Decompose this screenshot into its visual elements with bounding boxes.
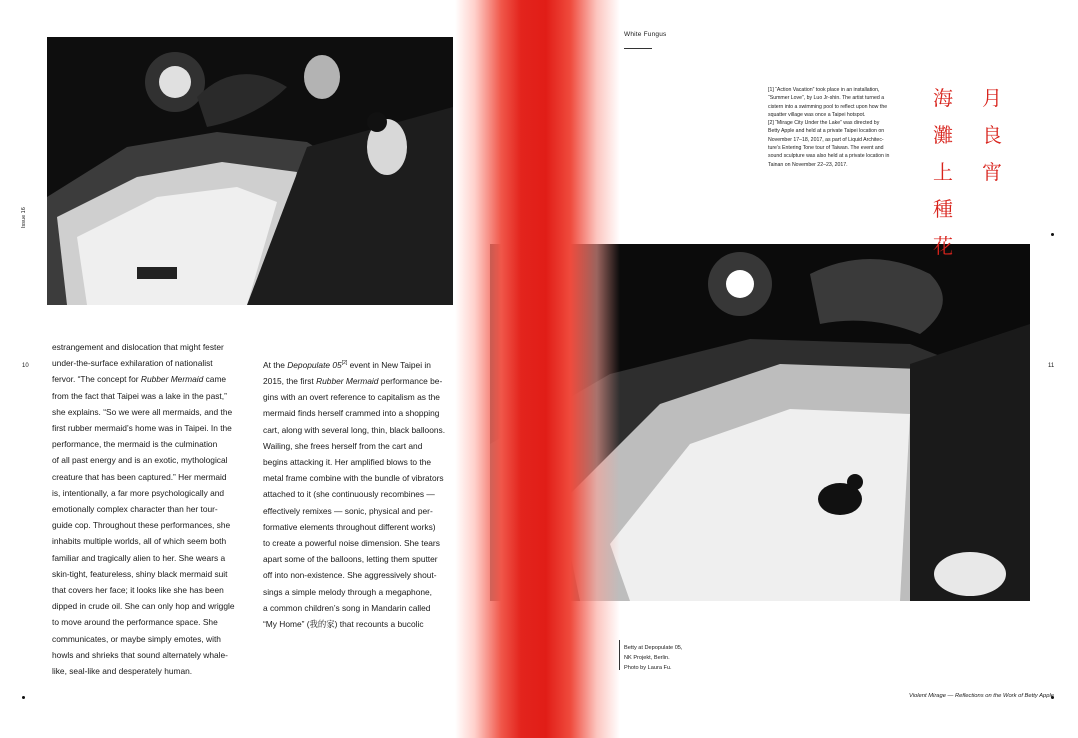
- text-line: performance, the mermaid is the culmination: [52, 439, 218, 450]
- footnotes: [768, 86, 914, 169]
- text-line: [52, 371, 244, 387]
- text-line: first rubber mermaid’s home was in Taipei. In the: [52, 423, 232, 434]
- footer-article-title: Violent Mirage — Reflections on the Work of Betty Apple: [909, 693, 1054, 699]
- cjk-character: 良: [982, 123, 1002, 147]
- text-line: a common children’s song in Mandarin called: [263, 602, 431, 613]
- italic-title: Depopulate 05: [287, 359, 342, 370]
- italic-title: Rubber Mermaid: [316, 376, 379, 386]
- text-line: communicates, or maybe simply emotes, with: [52, 633, 221, 644]
- text-line: emotionally complex character than her tour-: [52, 504, 218, 515]
- top-performance-photo: [47, 37, 453, 305]
- cjk-character: 上: [933, 160, 953, 184]
- text-line: cart, along with several long, thin, black balloons.: [263, 424, 446, 435]
- issue-label: Issue 16: [21, 207, 27, 228]
- text-line: attached to it (she continuously recombines —: [263, 489, 435, 500]
- text-line: of all past energy and is an exotic, mythological: [52, 455, 228, 466]
- red-gutter-gradient: [455, 0, 620, 738]
- caption-line: NK Projekt, Berlin.: [624, 655, 670, 661]
- text-line: effectively remixes — sonic, physical and per-: [263, 505, 433, 516]
- bullet-dot: [1051, 233, 1054, 236]
- text-line: mermaid finds herself crammed into a shopping: [263, 408, 440, 419]
- cjk-character: 種: [933, 197, 953, 221]
- text-line: is, intentionally, a far more psychologically and: [52, 487, 225, 498]
- text-line: metal frame combine with the bundle of vibrators: [263, 473, 444, 484]
- text-line: Wailing, she frees herself from the cart and: [263, 440, 423, 451]
- body-column-2: [263, 355, 455, 632]
- text-line: to create a powerful noise dimension. She tears: [263, 538, 440, 549]
- page-number-right: 11: [1048, 363, 1055, 369]
- footnote-line: sound sculpture was also held at a private location in: [768, 153, 890, 160]
- text-line: [263, 355, 455, 373]
- text-line: skin-tight, featureless, shiny black mermaid suit: [52, 568, 228, 579]
- text-line: inhabits multiple worlds, all of which seem both: [52, 536, 227, 547]
- text-line: under-the-surface exhilaration of nationalist: [52, 358, 213, 369]
- text-fragment: performance be-: [378, 376, 443, 386]
- footnote-line: cistern into a swimming pool to reflect upon how the: [768, 103, 888, 110]
- cjk-title-column-2: [931, 80, 955, 265]
- footnote-line: “Summer Love”, by Luo Jr-shin. The artist turned a: [768, 95, 885, 102]
- text-line: to move around the performance space. She: [52, 617, 218, 628]
- text-fragment: event in New Taipei in: [347, 359, 431, 370]
- cjk-character: 海: [933, 86, 953, 110]
- text-line: howls and shrieks that sound alternately whale-: [52, 649, 228, 660]
- text-fragment: At the: [263, 359, 288, 370]
- running-head-rule: [624, 48, 652, 49]
- cjk-title-column-1: [980, 80, 1004, 191]
- footnote-line: Tainan on November 22–23, 2017.: [768, 161, 848, 168]
- text-line: off into non-existence. She aggressively shout-: [263, 570, 437, 581]
- text-line: begins attacking it. Her amplified blows to the: [263, 457, 432, 468]
- footnote-line: November 17–18, 2017, as part of Liquid Architec-: [768, 136, 884, 143]
- italic-title: Rubber Mermaid: [140, 374, 204, 385]
- text-line: estrangement and dislocation that might fester: [52, 342, 224, 352]
- text-line: from the fact that Taipei was a lake in the past,”: [52, 390, 227, 401]
- text-fragment: came: [203, 374, 227, 385]
- text-line: familiar and tragically alien to her. She wears a: [52, 552, 226, 563]
- text-line: apart some of the balloons, letting them sputter: [263, 554, 438, 565]
- caption-rule: [619, 640, 620, 670]
- footnote-ref: [2]: [341, 360, 348, 366]
- running-head: White Fungus: [624, 31, 667, 38]
- text-line: she explains. “So we were all mermaids, and the: [52, 406, 233, 417]
- bullet-dot: [22, 696, 25, 699]
- pool-scene-image: [47, 37, 453, 305]
- cjk-character: 月: [982, 86, 1002, 110]
- text-line: “My Home” (我的家) that recounts a bucolic: [263, 619, 424, 630]
- footnote-line: [2] “Mirage City Under the Lake” was directed by: [768, 120, 880, 127]
- photo-caption: [624, 643, 682, 673]
- footnote-line: ture’s Entering Tone tour of Taiwan. The event and: [768, 145, 884, 152]
- cjk-character: 花: [933, 234, 953, 258]
- text-line: guide cop. Throughout these performances, she: [52, 520, 231, 531]
- text-line: gins with an overt reference to capitalism as the: [263, 392, 440, 403]
- cjk-character: 灘: [933, 123, 953, 147]
- cjk-character: 宵: [982, 160, 1002, 184]
- text-fragment: fervor. “The concept for: [52, 374, 141, 385]
- text-line: [263, 373, 455, 389]
- caption-line: Photo by Laura Fu.: [624, 665, 672, 671]
- text-line: formative elements throughout different works): [263, 521, 436, 532]
- page-number-left: 10: [22, 363, 29, 369]
- body-column-1: [52, 339, 244, 679]
- text-line: like, seal-like and desperately human.: [52, 666, 193, 677]
- caption-line: Betty at Depopulate 05,: [624, 645, 683, 651]
- footnote-line: Betty Apple and held at a private Taipei location on: [768, 128, 885, 135]
- text-line: creature that has been captured.” Her mermaid: [52, 471, 227, 482]
- text-line: that covers her face; it looks like she has been: [52, 585, 224, 596]
- footnote-line: squatter village was once a Taipei hotspot.: [768, 111, 866, 118]
- footnote-line: [1] “Action Vacation” took place in an installation,: [768, 87, 880, 93]
- text-line: sings a simple melody through a megaphone,: [263, 586, 432, 597]
- text-fragment: 2015, the first: [263, 376, 317, 386]
- text-line: dipped in crude oil. She can only hop and wriggle: [52, 601, 235, 612]
